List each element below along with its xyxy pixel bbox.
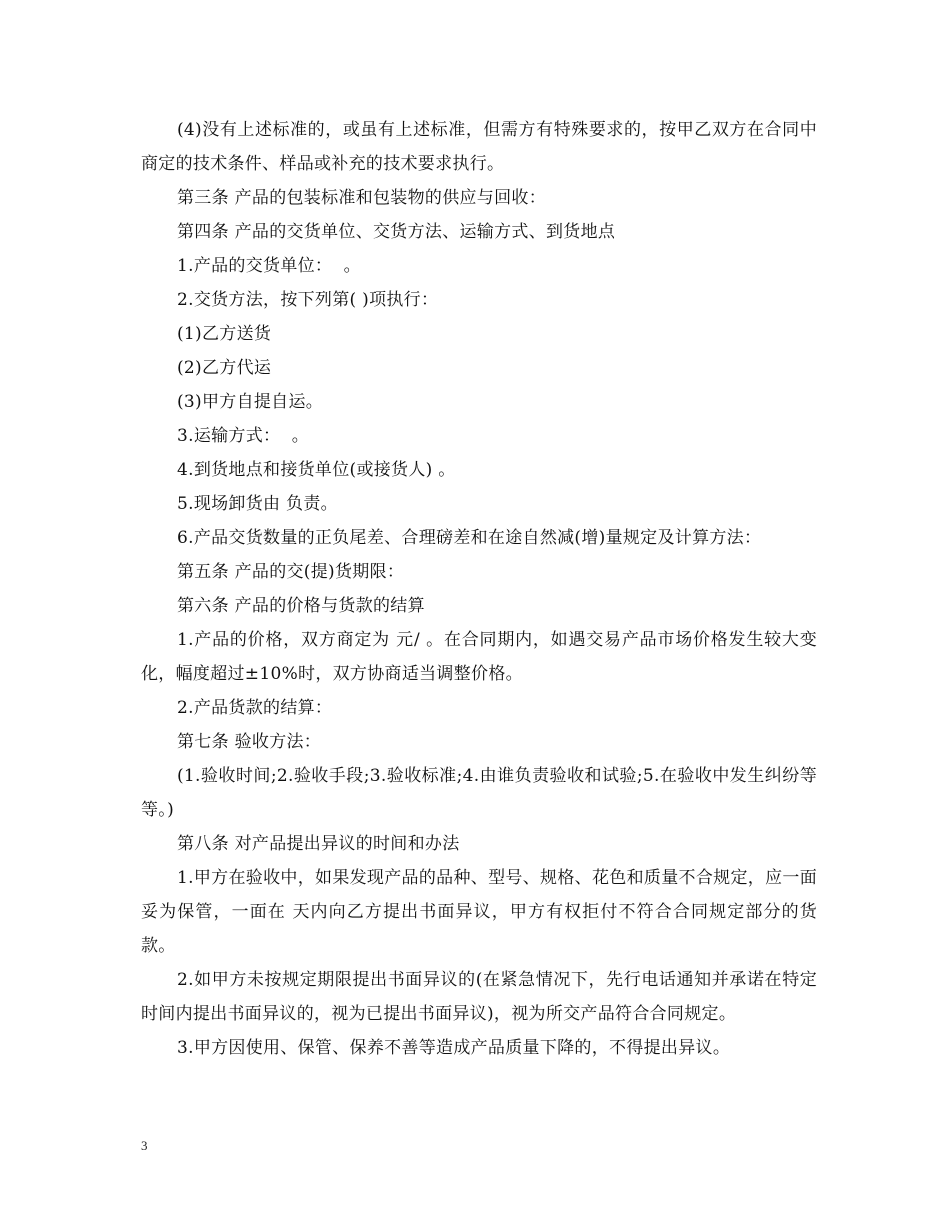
section-heading: 第六条 产品的价格与货款的结算: [177, 596, 425, 616]
section-heading: 第四条 产品的交货单位、交货方法、运输方式、到货地点: [177, 222, 616, 242]
paragraph: 5.现场卸货由 负责。: [177, 494, 338, 514]
paragraph: 2.产品货款的结算：: [177, 698, 333, 718]
paragraph: 3.运输方式： 。: [177, 426, 310, 446]
paragraph: (3)甲方自提自运。: [177, 392, 324, 412]
paragraph: (4)没有上述标准的，或虽有上述标准，但需方有特殊要求的，按甲乙双方在合同中商定的技术条件、样品或补充的技术要求执行。: [141, 120, 817, 174]
paragraph: (1)乙方送货: [177, 324, 272, 344]
paragraph: 6.产品交货数量的正负尾差、合理磅差和在途自然减(增)量规定及计算方法：: [177, 528, 762, 548]
paragraph: (2)乙方代运: [177, 358, 272, 378]
paragraph: 1.产品的交货单位： 。: [177, 256, 361, 276]
paragraph: 3.甲方因使用、保管、保养不善等造成产品质量下降的，不得提出异议。: [177, 1038, 731, 1058]
section-heading: 第八条 对产品提出异议的时间和办法: [177, 834, 460, 854]
paragraph: 1.产品的价格，双方商定为 元/ 。在合同期内，如遇交易产品市场价格发生较大变化，幅度超过±10%时，双方协商适当调整价格。: [141, 630, 817, 684]
section-heading: 第三条 产品的包装标准和包装物的供应与回收：: [177, 188, 547, 208]
section-heading: 第七条 验收方法：: [177, 732, 322, 752]
paragraph: 2.交货方法，按下列第( )项执行：: [177, 290, 439, 310]
paragraph: (1.验收时间;2.验收手段;3.验收标准;4.由谁负责验收和试验;5.在验收中发生纠纷等等。): [141, 766, 817, 820]
paragraph: 2.如甲方未按规定期限提出书面异议的(在紧急情况下，先行电话通知并承诺在特定时间内提出书面异议的，视为已提出书面异议)，视为所交产品符合合同规定。: [141, 970, 817, 1024]
document-body: [141, 113, 817, 1065]
paragraph: 1.甲方在验收中，如果发现产品的品种、型号、规格、花色和质量不合规定，应一面妥为保管，一面在 天内向乙方提出书面异议，甲方有权拒付不符合合同规定部分的货款。: [141, 868, 817, 956]
paragraph: 4.到货地点和接货单位(或接货人) 。: [177, 460, 456, 480]
page-number: 3: [141, 1138, 148, 1153]
section-heading: 第五条 产品的交(提)货期限：: [177, 562, 405, 582]
